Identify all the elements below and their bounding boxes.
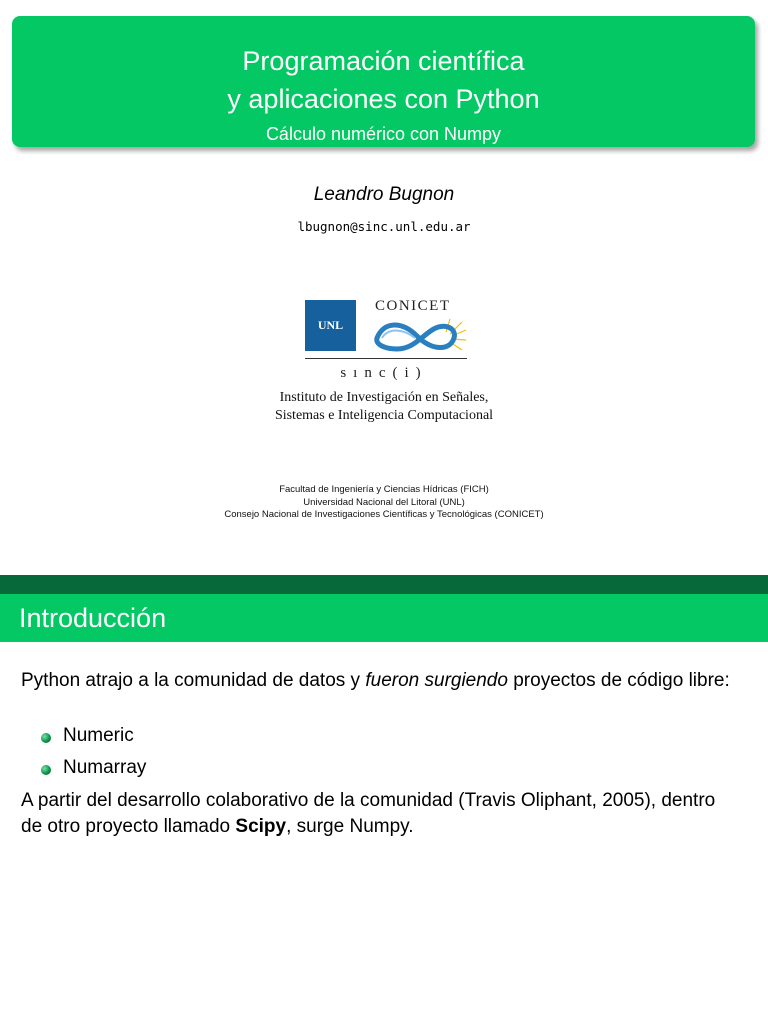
affiliation-unl: Universidad Nacional del Litoral (UNL) xyxy=(303,497,465,508)
frame-title: Introducción xyxy=(19,603,167,633)
intro-text-start: Python atrajo a la comunidad de datos y xyxy=(21,670,366,691)
author-name: Leandro Bugnon xyxy=(313,184,455,205)
unl-logo: UNL xyxy=(305,300,356,351)
numpy-text-bold: Scipy xyxy=(235,816,287,837)
institute-name-line1: Instituto de Investigación en Señales, xyxy=(279,390,489,405)
title-block xyxy=(12,16,755,147)
author-email: lbugnon@sinc.unl.edu.ar xyxy=(297,219,471,234)
conicet-swirl-icon xyxy=(372,316,467,356)
bullet-item-numeric: Numeric xyxy=(63,725,134,746)
institution-logos xyxy=(300,296,470,366)
affiliation-fich: Facultad de Ingeniería y Ciencias Hídricas (FICH) xyxy=(279,484,489,495)
conicet-logo-text: CONICET xyxy=(375,298,451,314)
intro-paragraph xyxy=(21,668,741,694)
numpy-origin-paragraph xyxy=(21,788,741,840)
institute-name-line2: Sistemas e Inteligencia Computacional xyxy=(274,408,494,423)
slide-subtitle: Cálculo numérico con Numpy xyxy=(265,124,502,144)
bullet-marker-icon xyxy=(41,733,51,743)
slide-title-line2: y aplicaciones con Python xyxy=(227,84,540,114)
logo-divider xyxy=(305,358,467,359)
sinc-logo-text: sınc(i) xyxy=(340,365,428,381)
frame-header-top-band xyxy=(0,575,768,594)
intro-text-end: proyectos de código libre: xyxy=(507,670,730,691)
intro-text-italic: fueron surgiendo xyxy=(365,670,508,691)
affiliation-conicet: Consejo Nacional de Investigaciones Científicas y Tecnológicas (CONICET) xyxy=(224,509,544,520)
numpy-text-start: A partir del desarrollo colaborativo de la comunidad (Travis Oliphant, 2005), dentro de otro proyecto llamado xyxy=(21,790,716,837)
bullet-marker-icon xyxy=(41,765,51,775)
slide-title-line1: Programación científica xyxy=(242,46,525,76)
bullet-item-numarray: Numarray xyxy=(63,757,147,778)
numpy-text-end: , surge Numpy. xyxy=(286,816,414,837)
